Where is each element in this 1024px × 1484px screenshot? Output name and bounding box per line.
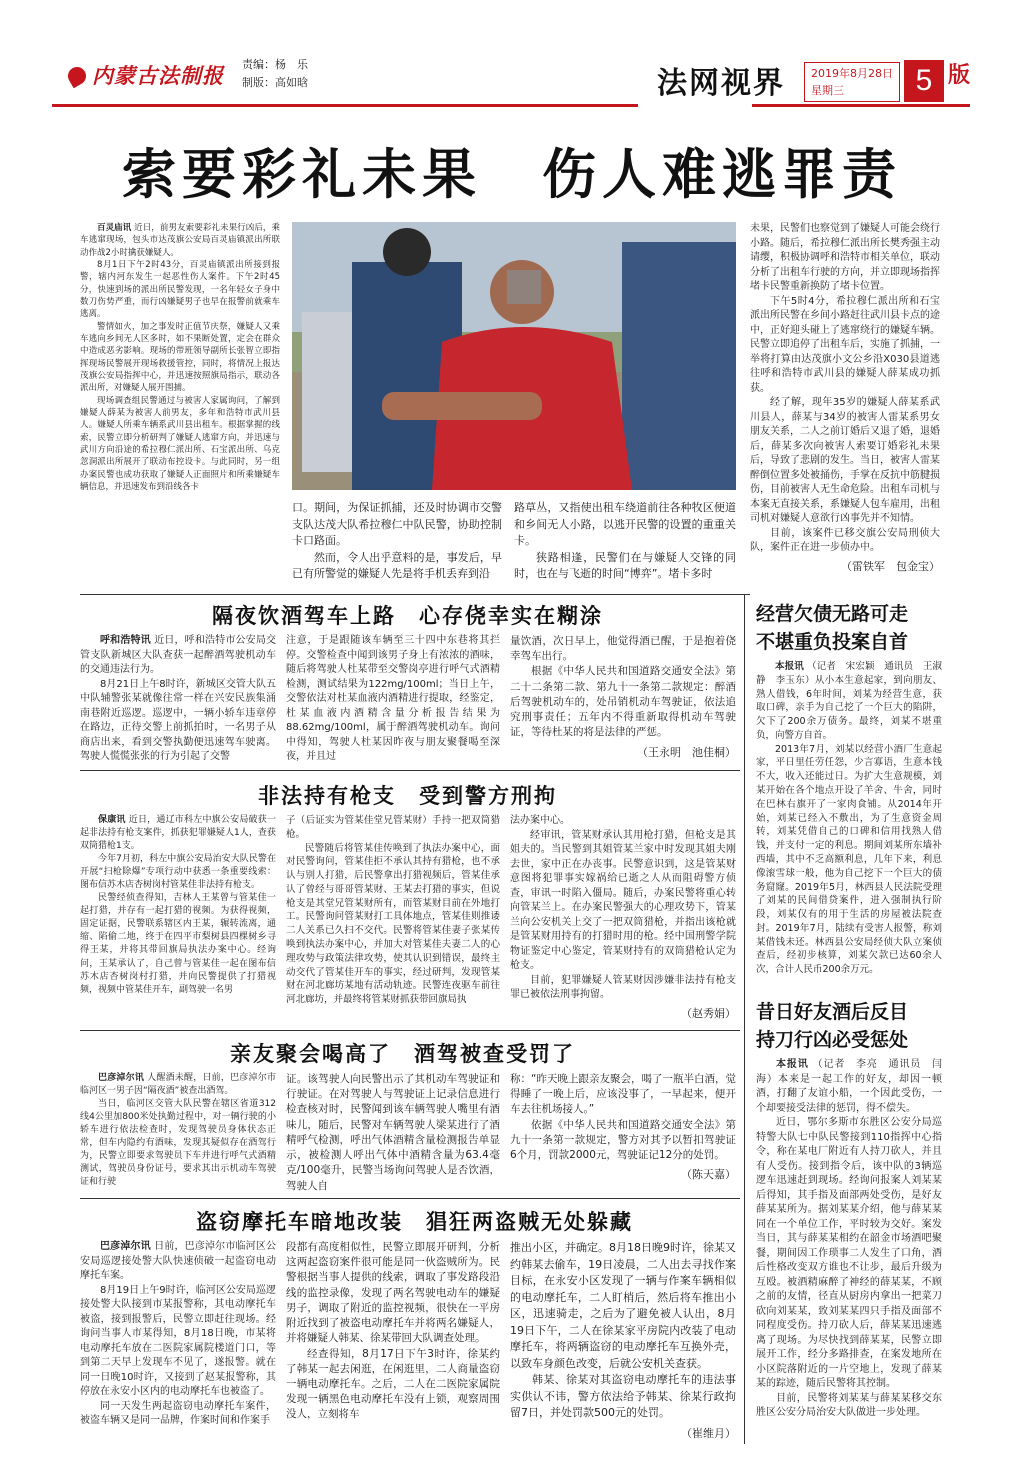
- dateline: 本报讯: [775, 661, 804, 672]
- paragraph-text: 日前，巴彦淖尔市临河区公安局巡逻接处警大队快速侦破一起盗窃电动摩托车案。: [80, 1241, 276, 1281]
- paragraph-text: 目前，民警将刘某某与薛某某移交东胜区公安分局治安大队做进一步处理。: [756, 1392, 942, 1418]
- author-credit: （赵秀娟）: [681, 1006, 736, 1020]
- author-credit: （陈天嘉）: [681, 1168, 736, 1182]
- lead-story-column-3: [514, 500, 736, 583]
- paragraph-text: 民警经侦查得知，吉林人王某曾与管某佳一起打猎，并存有一起打猎的视频。为获得视频，固定证据，民警联系辖区内王某，辗转流离，通缩、陷偷二地，终于在四平市梨树县四棵树乡寻得王某，并将其带回旗局执法办案中心。经询问，王某承认了，自己曾与管某佳一起在图布信苏木店杏树岗村打猎，并向民警提供了打猎视频，视频中管某佳开车，副驾驶一名男: [80, 893, 276, 995]
- paragraph: [756, 1116, 942, 1392]
- paragraph: [756, 1392, 942, 1421]
- paragraph: [80, 1098, 276, 1189]
- dateline: 保康讯: [98, 815, 126, 825]
- paragraph: [286, 634, 500, 764]
- story3-column-3: [510, 814, 736, 1021]
- story5-column-2: [286, 1240, 500, 1423]
- paragraph: [80, 853, 276, 892]
- paragraph: [286, 814, 500, 842]
- paragraph: [510, 1240, 736, 1372]
- paragraph: [80, 1240, 276, 1284]
- paragraph-text: 近日，通辽市科左中旗公安局破获一起非法持有枪支案件，抓获犯罪嫌疑人1人，查获双筒猎枪1支。: [80, 815, 276, 852]
- dateline: 呼和浩特讯: [100, 635, 151, 646]
- paragraph-text: 下午5时4分，希拉穆仁派出所和石宝派出所民警在乡间小路赶往武川县卡点的途中，正好迎头碰上了逃窜绕行的嫌疑车辆。民警立即追停了出租车后，实施了抓捕，一举将打算由达茂旗小文公乡沿X030县道逃往呼和浩特市武川县的嫌疑人薛某成功抓获。: [750, 295, 940, 394]
- paragraph-text: 推出小区，并确定。8月18日晚9时许，徐某又约韩某去偷车，19日凌晨，二人出去寻找作案目标，在永安小区发现了一辆与作案车辆相似的电动摩托车，二人盯梢后，然后将车推出小区，迅速骑走，之后为了避免被人认出，8月19日下午，二人在徐某家平房院内改装了电动摩托车，将两辆盗窃的电动摩托车互换外壳，以致车身颜色改变，后就公安机关查获。: [510, 1241, 736, 1370]
- section-title: 法网视界: [657, 66, 785, 101]
- paragraph: [80, 634, 276, 678]
- arrest-scene-image: [292, 222, 736, 490]
- paragraph: [756, 660, 942, 743]
- date-box: [804, 62, 900, 102]
- paragraph: [510, 1072, 736, 1118]
- paragraph-text: （记者 李亮 通讯员 闫海）本来是一起工作的好友，却因一顿酒，打翻了友谊小船，一个因此受伤，一个却要接受法律的惩罚，得不偿失。: [756, 1059, 942, 1114]
- paragraph-text: 近日，呼和浩特市公安局交管支队新城区大队查获一起醉酒驾驶机动车的交通违法行为。: [80, 635, 276, 675]
- paragraph-text: 未果，民警们也察觉到了嫌疑人可能会绕行小路。随后，希拉穆仁派出所长樊秀强主动请缨，积极协调呼和浩特市相关单位，联动分析了出租车行驶的方向，并立即现场指挥堵卡民警重新换防了堵卡位置。: [750, 223, 940, 292]
- paragraph-text: 经查得知，8月17日下午3时许，徐某约了韩某一起去闲逛，在闲逛里，二人商量盗窃一辆电动摩托车。之后，二人在二医院家属院发现一辆黑色电动摩托车没有上锁，观察周围没人，立刻将车: [286, 1347, 500, 1421]
- lead-headline: 索要彩礼未果 伤人难逃罪责: [122, 142, 902, 206]
- paragraph: [510, 1372, 736, 1422]
- paragraph: [510, 829, 736, 974]
- dateline: 巴彦淖尔讯: [100, 1241, 151, 1252]
- dateline: 巴彦淖尔讯: [98, 1073, 145, 1083]
- side2-headline: [756, 998, 908, 1054]
- story4-column-3: [510, 1072, 736, 1183]
- paragraph-text: 口。期间，为保证抓捕，还及时协调市交警支队达茂大队希拉穆仁中队民警，协助控制卡口路面。: [292, 501, 502, 547]
- page-number: 5: [904, 60, 944, 102]
- story5-column-1: [80, 1240, 276, 1429]
- paragraph: [80, 1400, 276, 1429]
- paragraph-text: （记者 宋宏颖 通讯员 王淑静 李玉东）从小本生意起家，到向朋友、熟人借钱，6年时间，刘某为经营生意，获取口碑，亲手为自己挖了一个巨大的陷阱，欠下了200余万债务。最终，刘某不堪重负，向警方自首。: [756, 661, 942, 741]
- section-divider: [80, 594, 750, 595]
- story5-headline: 盗窃摩托车暗地改装 猖狂两盗贼无处躲藏: [196, 1209, 633, 1234]
- story2-headline: 隔夜饮酒驾车上路 心存侥幸实在糊涂: [212, 603, 603, 628]
- paragraph: [80, 259, 280, 321]
- paragraph: [750, 295, 940, 397]
- paragraph: [80, 892, 276, 996]
- paragraph-text: 量饮酒，次日早上，他觉得酒已醒，于是抱着侥幸驾车出行。: [510, 635, 736, 663]
- author-credit: （王永明 池佳桐）: [637, 745, 736, 759]
- paragraph: [510, 664, 736, 740]
- paragraph-text: 狭路相逢，民警们在与嫌疑人交锋的同时，也在与飞逝的时间“博弈”。堵卡多时: [514, 550, 736, 580]
- paragraph: [750, 222, 940, 295]
- paragraph: [80, 321, 280, 395]
- paragraph: [756, 743, 942, 977]
- paragraph-text: 段都有高度相似性，民警立即展开研判，分析这两起盗窃案件很可能是同一伙盗贼所为。民警根据当事人提供的线索，调取了事发路段沿线的监控录像，发现了两名驾驶电动车的嫌疑男子，调取了附近的监控视频，很快在一平房附近找到了被盗电动摩托车并将两名嫌疑人，并将嫌疑人韩某、徐某带回大队调查处理。: [286, 1241, 500, 1345]
- paragraph-text: 称：“昨天晚上跟亲友聚会，喝了一瓶半白酒，觉得睡了一晚上后，应该没事了，一早起来，便开车去往机场接人。”: [510, 1073, 736, 1116]
- paragraph: [80, 222, 280, 259]
- paragraph: [292, 550, 502, 583]
- side2-headline-line2: 持刀行凶必受惩处: [756, 1029, 909, 1051]
- paragraph-text: 民警随后将管某佳传唤到了执法办案中心，面对民警询问，管某佳拒不承认其持有猎枪，也不承认与别人打猎，后民警拿出打猎视频后，管某佳承认了曾经与哥哥管某财、王某去打猎的事实，但说枪支是其堂兄管某财所有，而管某财目前在外地打工。民警询问管某财打工具体地点，管某佳则推诿二人关系已久扫不交代。民警将管某佳妻子张某传唤到执法办案中心，并加大对管某佳夫妻二人的心理攻势与政策法律攻势，使其认识到错误，最终主动交代了管某佳开车的事实，经过研判，发现管某财在河北廊坊某地有活动轨迹。民警连夜驱车前往河北廊坊，并最终将管某财抓获带回旗局执: [286, 842, 500, 1006]
- masthead-rule-right: [752, 104, 970, 107]
- paragraph: [514, 500, 736, 550]
- editor-name: 责编：杨 乐: [242, 58, 308, 71]
- side1-headline-line1: 经营欠债无路可走: [756, 603, 909, 625]
- paragraph-text: 然而，令人出乎意料的是，事发后，早已有所警觉的嫌疑人先是将手机丢弃到沿: [292, 550, 502, 580]
- story3-column-2: [286, 814, 500, 1007]
- paragraph-text: 8月19日上午9时许，临河区公安局巡逻接处警大队接到市某报警称，其电动摩托车被盗，接到报警后，民警立即赶往现场。经询问当事人市某得知，8月18日晚，市某将电动摩托车放在二医院家属院楼道门口，等到第二天早上发现车不见了，遂报警。就在同一日晚10时许，又接到了赵某报警称，其停放在永安小区内的电动摩托车也被盗了。: [80, 1284, 276, 1397]
- producer-name: 制版：高如晗: [242, 76, 308, 89]
- paragraph-text: 子（后证实为管某佳堂兄管某财）手持一把双筒猎枪。: [286, 815, 500, 840]
- paragraph-text: 近日，鄂尔多斯市东胜区公安分局巡特警大队七中队民警接到110指挥中心指令，称在某电厂附近有人持刀砍人，并且有人受伤。接到指令后，该中队的3辆巡逻车迅速赶到现场。经询问报案人刘某某后得知，其手指及面部两处受伤，是好友薛某某所为。据刘某某介绍，他与薛某某同在一个单位工作，平时较为交好。案发当日，其与薛某某相约在韶金市场酒吧聚餐，期间因工作琐事二人发生了口角，酒后性格改变双方谁也不让步，最后升级为互殴。被酒精麻醉了神经的薛某某，不顾之前的友情，径直从厨房内拿出一把菜刀砍向刘某某，致刘某某四只手指及面部不同程度受伤。持刀砍人后，薛某某迅速逃离了现场。为尽快找到薛某某，民警立即展开工作，经分多路排查，在案发地所在小区院落附近的一片空地上，发现了薛某某的踪迹，随后民警将其控制。: [756, 1117, 942, 1389]
- logo-icon: [65, 64, 90, 89]
- paragraph: [292, 500, 502, 550]
- paragraph: [750, 396, 940, 527]
- lead-story-column-1: [80, 222, 280, 493]
- paragraph: [510, 974, 736, 1003]
- lead-story-column-2: [292, 500, 502, 583]
- news-photo: [292, 222, 736, 490]
- section-divider: [80, 1030, 740, 1031]
- paragraph-text: 路草丛，又指使出租车绕道前往各种牧区便道和乡间无人小路，以逃开民警的设置的重重关卡。: [514, 501, 736, 547]
- story4-headline: 亲友聚会喝高了 酒驾被查受罚了: [230, 1041, 575, 1066]
- paragraph-text: 2013年7月，刘某以经营小酒厂生意起家，平日里任劳任怨，少言寡语，生意本钱不大，收入还能过日。为扩大生意规模，刘某开始在各个地点开设了羊舍、牛舍，同时在巴林右旗开了一家肉食铺。从2014年开始，刘某已经入不敷出，为了生意资金周转，刘某凭借自己的口碑和信用找熟人借钱，并支付一定的利息。期间刘某所东墙补西墙，其中不乏高额利息，几年下来，利息像滚雪球一般，他为自己挖下一个巨大的债务窟窿。2019年5月，林西县人民法院受理了刘某的民间借贷案件，进入强制执行阶段，刘某仅有的用于生活的房屋被法院查封。2019年7月，陆续有受害人报警，称刘某借钱未还。林西县公安局经侦大队立案侦查后，经初步核算，刘某欠款已达60余人次，合计人民币200余万元。: [756, 743, 942, 976]
- paragraph-text: 警情如火，加之事发时正值节庆祭，嫌疑人又乘车逃向乡间无人区多时，如不果断处置，定会在群众中造成恶劣影响。现场的带班领导副所长张智立即指挥现场民警展开现场救援管控，同时，将情况上报达茂旗公安局指挥中心，并迅速按照旗局指示，联动各派出所，对嫌疑人展开围捕。: [80, 321, 280, 394]
- paragraph: [286, 1240, 500, 1347]
- paragraph: [80, 1072, 276, 1098]
- side1-headline-line2: 不堪重负投案自首: [756, 631, 909, 653]
- editor-credits: [242, 56, 308, 92]
- paragraph: [80, 1284, 276, 1400]
- side2-body: [756, 1058, 942, 1421]
- side1-headline: [756, 600, 908, 656]
- column-divider: [744, 594, 745, 1444]
- story3-column-1: [80, 814, 276, 997]
- paragraph-text: 8月21日上午8时许，新城区交管大队五中队辅警张某就像往常一样在兴安民族集涌南巷附近巡逻。巡逻中，一辆小轿车违章停在路边，正待交警上前抓拍时，一名男子从商店出来，看到交警执勤便迅速驾车驶离。驾驶人慌慌张张的行为引起了交警: [80, 678, 276, 762]
- paragraph-text: 目前，该案件已移交旗公安局刑侦大队，案件正在进一步侦办中。: [750, 527, 940, 553]
- paragraph: [286, 842, 500, 1007]
- paragraph-text: 同一天发生两起盗窃电动摩托车案件，被盗车辆又是同一品牌，作案时间和作案手: [80, 1400, 276, 1426]
- newspaper-logo: [68, 60, 224, 90]
- paragraph: [510, 814, 736, 829]
- story3-headline: 非法持有枪支 受到警方刑拘: [258, 783, 557, 808]
- logo-text: 内蒙古法制报: [92, 63, 224, 88]
- paragraph: [514, 550, 736, 583]
- section-divider: [80, 770, 740, 771]
- side2-headline-line1: 昔日好友酒后反目: [756, 1001, 909, 1023]
- paragraph: [80, 678, 276, 765]
- story4-column-1: [80, 1072, 276, 1189]
- paragraph-text: 注意，于是跟随该车辆至三十四中东巷将其拦停。交警检查中闻到该男子身上有浓浓的酒味，随后将驾驶人杜某带至交警岗亭进行呼气式酒精检测，测试结果为122mg/100ml；当日上午，交警依法对杜某血液内酒精进行提取，经鉴定，杜某血液内酒精含量分析报告结果为88.62mg/100ml，属于醉酒驾驶机动车。询问中得知，驾驶人杜某因昨夜与朋友聚餐喝至深夜，并且过: [286, 635, 500, 762]
- issue-date: 2019年8月28日: [811, 67, 893, 80]
- paragraph-text: 目前，犯罪嫌疑人管某财因涉嫌非法持有枪支罪已被依法刑事拘留。: [510, 974, 736, 1000]
- paragraph: [510, 1118, 736, 1164]
- paragraph-text: 当日，临河区交管大队民警在辖区省道312线4公里加800米处执勤过程中，对一辆行驶的小轿车进行依法检查时，发现驾驶员身体状态正常，但车内隐约有酒味，发现其疑似存在酒驾行为，民警立即要求驾驶员下车并进行呼气式酒精测试，驾驶员身份证号，要求其出示机动车驾驶证和行驶: [80, 1099, 276, 1188]
- author-credit: （雷铁军 包金宝）: [841, 559, 940, 573]
- paragraph: [510, 634, 736, 664]
- paragraph-text: 经审讯，管某财承认其用枪打猎，但枪支是其姐夫的。当民警到其姐管某兰家中时发现其姐夫刚去世，家中正在办丧事。民警意识到，这是管某财意图将犯罪事实嫁祸给已逝之人从而阻碍警方侦查，审讯一时陷入僵局。随后，办案民警将重心转向管某兰上。在办案民警强大的心理攻势下，管某兰向公安机关上交了一把双筒猎枪，并指出该枪就是管某财用持有的打猎时用的枪。经中国刑警学院物证鉴定中心鉴定，管某财持有的双筒猎枪认定为枪支。: [510, 829, 736, 971]
- lead-story-column-4: [750, 222, 940, 574]
- paragraph: [80, 814, 276, 853]
- masthead-rule: [52, 104, 638, 107]
- issue-weekday: 星期三: [811, 84, 844, 97]
- paragraph: [80, 395, 280, 494]
- author-credit: （崔维月）: [681, 1426, 736, 1440]
- page-suffix: 版: [948, 63, 971, 88]
- paragraph-text: 韩某、徐某对其盗窃电动摩托车的违法事实供认不讳，警方依法给予韩某、徐某行政拘留7日，并处罚款500元的处罚。: [510, 1373, 736, 1419]
- paragraph-text: 法办案中心。: [510, 815, 570, 826]
- paragraph-text: 8月1日下午2时43分，百灵庙镇派出所接到报警，辖内河东发生一起恶性伤人案件。下午2时45分，快速到场的派出所民警发现，一名年轻女子身中数刀伤势严重，而行凶嫌疑男子也早在报警前就乘车逃离。: [80, 259, 280, 320]
- paragraph-text: 依据《中华人民共和国道路交通安全法》第九十一条第一款规定，警方对其予以暂扣驾驶证6个月，罚款2000元，驾驶证记12分的处罚。: [510, 1118, 736, 1162]
- story2-column-1: [80, 634, 276, 764]
- section-divider: [80, 1198, 740, 1199]
- paragraph-text: 经了解，现年35岁的嫌疑人薛某系武川县人，薛某与34岁的被害人雷某系男女朋友关系，二人之前订婚后又退了婚，退婚后，薛某多次向被害人索要订婚彩礼未果后，导致了悲剧的发生。当日，被害人雷某醉倒位置多处被捅伤，手掌在反抗中筋腱损伤，目前被害人无生命危险。出租车司机与本案无直接关系，系嫌疑人包车雇用，出租司机对嫌疑人意欲行凶事先并不知情。: [750, 397, 940, 524]
- story4-column-2: [286, 1072, 500, 1194]
- paragraph-text: 证。该驾驶人向民警出示了其机动车驾驶证和行驶证。在对驾驶人与驾驶证上记录信息进行检查核对时，民警闻到该车辆驾驶人嘴里有酒味儿，随后，民警对车辆驾驶人梁某进行了酒精呼气检测，呼出气体酒精含量检测报告单显示，被检测人呼出气体中酒精含量为63.4毫克/100毫升，民警当场询问驾驶人是否饮酒，驾驶人自: [286, 1073, 500, 1192]
- dateline: 百灵庙讯: [97, 223, 132, 233]
- paragraph-text: 根据《中华人民共和国道路交通安全法》第二十二条第二款、第九十一条第二款规定：醉酒后驾驶机动车的，处吊销机动车驾驶证，依法追究刑事责任；五年内不得重新取得机动车驾驶证，等待杜某的将是法律的严惩。: [510, 665, 736, 739]
- paragraph-text: 现场调查组民警通过与被害人家属询问，了解到嫌疑人薛某为被害人前男友，多年和浩特市武川县人。嫌疑人所乘车辆系武川县出租车。根据掌握的线索，民警立即分析研判了嫌疑人逃窜方向，并迅速与武川方向沿途的希拉穆仁派出所、石宝派出所、乌克忽洞派出所展开了联动布控设卡。与此同时，另一组办案民警也成功获取了嫌疑人正面照片和所乘嫌疑车辆信息，并迅速发布到沿线各卡: [80, 395, 280, 492]
- dateline: 本报讯: [776, 1059, 809, 1070]
- story2-column-2: [286, 634, 500, 764]
- paragraph: [750, 527, 940, 556]
- paragraph-text: 近日，前男友索要彩礼未果行凶后，乘车逃窜现场，包头市达茂旗公安局百灵庙镇派出所联动作战2小时擒获嫌疑人。: [80, 223, 280, 258]
- paragraph: [286, 1072, 500, 1194]
- paragraph: [756, 1058, 942, 1116]
- story2-column-3: [510, 634, 736, 760]
- paragraph: [286, 1347, 500, 1423]
- story5-column-3: [510, 1240, 736, 1442]
- masthead: [52, 50, 972, 106]
- side1-body: [756, 660, 942, 977]
- paragraph-text: 人醒酒未醒，日前，巴彦淖尔市临河区一男子因“隔夜酒”被查出酒驾。: [80, 1073, 276, 1097]
- paragraph-text: 今年7月初，科左中旗公安局治安大队民警在开展“扫枪除爆”专项行动中获悉一条重要线索：图布信苏木店杏树岗村管某佳非法持有枪支。: [80, 854, 276, 891]
